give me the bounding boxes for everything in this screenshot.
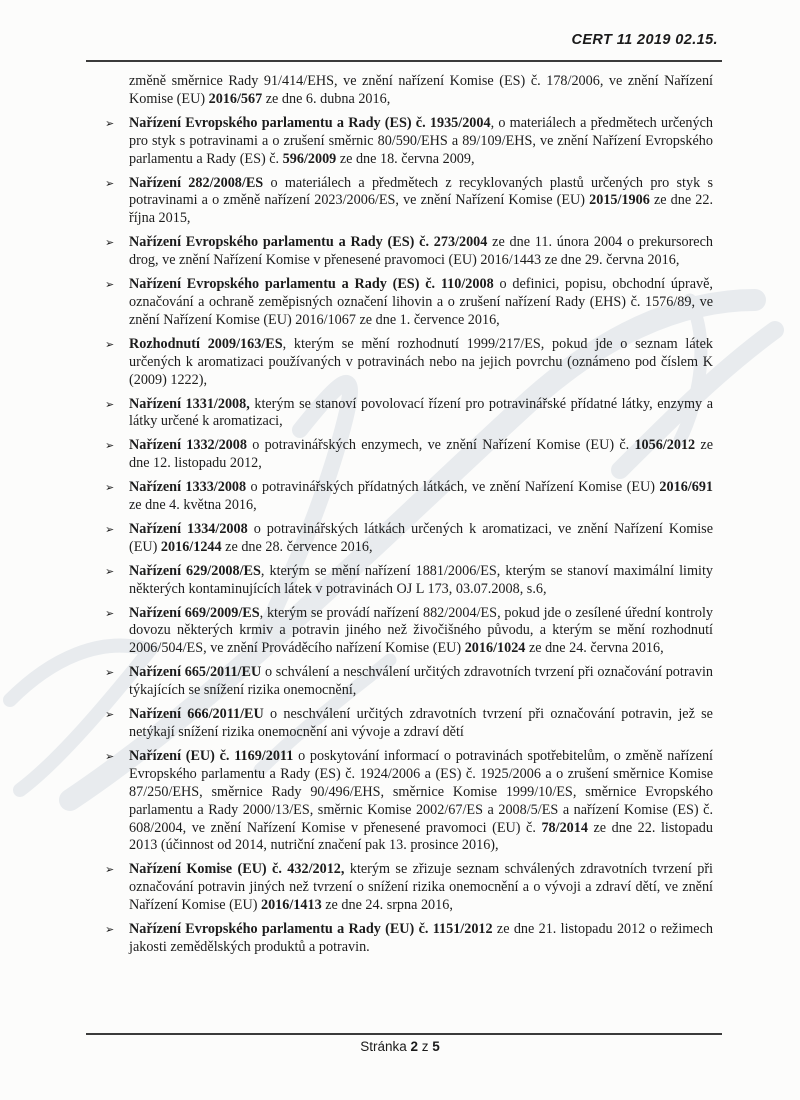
bold-text-run: Nařízení 629/2008/ES [129,562,261,579]
footer-of-word: z [421,1039,429,1054]
arrow-bullet-icon: ➢ [105,117,115,130]
arrow-bullet-icon: ➢ [105,482,115,495]
list-item-text [129,748,713,855]
continuation-paragraph [129,73,713,109]
arrow-bullet-icon: ➢ [105,709,115,722]
arrow-bullet-icon: ➢ [105,864,115,877]
bold-text-run: 2016/1413 [260,897,322,914]
bold-text-run: 2016/1244 [160,538,222,555]
bold-text-run: Nařízení 1331/2008, [129,395,250,412]
text-run: ze dne 22. listopadu 2013 (účinnost od 2014, nutriční značení pak 13. prosince 2016), [129,819,713,854]
footer-divider [86,1033,722,1035]
text-run: o materiálech a předmětech z recyklovaných plastů určených pro styk s potravinami a o změně nařízení 2023/2006/ES, ve znění Nařízení Komise (EU) [129,174,713,209]
list-item [105,479,714,515]
bold-text-run: 2016/1024 [464,640,526,657]
list-item-text [129,664,713,700]
list-item [105,234,713,270]
bold-text-run: 2016/567 [208,90,263,107]
bold-text-run: 2015/1906 [589,192,650,209]
list-item [105,861,713,915]
bold-text-run: Rozhodnutí 2009/163/ES [129,335,283,352]
text-run: o potravinářských látkách určených k aromatizaci, ve znění Nařízení Komise (EU) [129,520,714,555]
bold-text-run: Nařízení Evropského parlamentu a Rady (EU) č. 1151/2012 [129,921,493,938]
arrow-bullet-icon: ➢ [105,607,115,620]
arrow-bullet-icon: ➢ [105,398,115,411]
footer-total-pages: 5 [432,1039,440,1054]
list-item [105,174,713,229]
page-footer [0,1039,800,1054]
list-item-text [129,921,713,957]
text-run: o potravinářských přídatných látkách, ve znění Nařízení Komise (EU) [246,479,660,496]
bold-text-run: Nařízení 669/2009/ES [129,604,260,621]
bold-text-run: Nařízení 1333/2008 [129,479,247,496]
text-run: ze dne 12. listopadu 2012, [129,437,713,472]
bold-text-run: 78/2014 [541,819,588,836]
text-run: o schválení a neschválení určitých zdravotních tvrzení při označování potravin týkajících se snížení rizika onemocnění, [129,664,713,699]
arrow-bullet-icon: ➢ [105,338,115,351]
text-run: , kterým se provádí nařízení 882/2004/ES, pokud jde o zesílené úřední kontroly dovozu některých krmiv a potravin jiného než živočišného původu, a kterým se mění rozhodnutí 2006/504/ES, ve znění Prováděcího nařízení Komise (EU) [129,604,714,657]
text-run: , kterým se mění rozhodnutí 1999/217/ES, pokud jde o seznam látek určených k aromatizaci používaných v potravinách nebo na jejich povrchu (oznámeno pod číslem K (2009) 1222), [129,335,713,388]
arrow-bullet-icon: ➢ [105,177,115,190]
bold-text-run: Nařízení Evropského parlamentu a Rady (ES) č. 110/2008 [129,276,494,293]
bold-text-run: Nařízení (EU) č. 1169/2011 [129,747,294,764]
bold-text-run: 596/2009 [282,150,337,167]
text-run: ze dne 24. června 2016, [525,640,664,657]
list-item-text [129,336,713,390]
arrow-bullet-icon: ➢ [105,667,115,680]
arrow-bullet-icon: ➢ [105,565,115,578]
list-item-text [129,706,713,742]
footer-page-label: Stránka [360,1039,407,1054]
text-run: o poskytování informací o potravinách spotřebitelům, o změně nařízení Evropského parlamentu a Rady (ES) č. 1924/2006 a (ES) č. 1925/2006 a o zrušení směrnice Komise 87/250/EHS, směrnice Rady 90/496/EHS, směrnice Komise 1999/10/ES, směrnice Evropského parlamentu a Rady 2000/13/ES, směrnic Komise 2002/67/ES a 2008/5/ES a nařízení Komise (ES) č. 608/2004, ve znění Nařízení Komise v přenesené pravomoci (EU) č. [129,747,713,836]
regulation-list [105,114,714,957]
list-item-text [129,605,713,659]
list-item-text [129,521,713,557]
list-item [105,437,713,473]
text-run: o neschválení určitých zdravotních tvrzení při označování potravin, jež se netýkají snížení rizika onemocnění ani vývoje a zdraví dětí [129,706,713,740]
text-run: , kterým se mění nařízení 1881/2006/ES, kterým se stanoví maximální limity některých kontaminujících látek v potravinách OJ L 173, 03.07.2008, s.6, [129,562,713,597]
bold-text-run: Nařízení Komise (EU) č. 432/2012, [129,861,345,878]
text-run: změně směrnice Rady 91/414/EHS, ve znění nařízení Komise (ES) č. 178/2006, ve znění Nařízení Komise (EU) [129,73,713,107]
list-item-text [129,115,713,169]
text-run: ze dne 18. června 2009, [336,150,475,167]
list-item [105,335,713,390]
bold-text-run: Nařízení Evropského parlamentu a Rady (ES) č. 273/2004 [129,234,488,251]
bold-text-run: 2016/691 [659,479,714,496]
text-run: ze dne 11. února 2004 o prekursorech drog, ve znění Nařízení Komise v přenesené pravomoci (EU) 2016/1443 ze dne 29. června 2016, [129,234,713,269]
arrow-bullet-icon: ➢ [105,237,115,250]
list-item-text [129,234,713,270]
list-item-text [129,479,713,515]
list-item [105,520,714,557]
document-code: CERT 11 2019 02.15. [571,32,718,48]
list-item [105,921,713,957]
text-run: ze dne 24. srpna 2016, [321,897,453,914]
text-run: ze dne 21. listopadu 2012 o režimech jakosti zemědělských produktů a potravin. [129,921,713,955]
bold-text-run: Nařízení 1334/2008 [129,520,248,537]
text-run: kterým se stanoví povolovací řízení pro potravinářské přídatné látky, enzymy a látky určené k aromatizaci, [129,395,713,430]
list-item-text [129,396,713,432]
bold-text-run: Nařízení 1332/2008 [129,437,247,454]
bold-text-run: Nařízení 282/2008/ES [129,174,264,191]
text-run: o definici, popisu, obchodní úpravě, označování a ochraně zeměpisných označení lihovin a o zrušení nařízení Rady (EHS) č. 1576/89, ve znění Nařízení Komise (EU) 2016/1067 ze dne 1. července 2016, [129,276,713,328]
list-item [105,562,713,599]
bold-text-run: 1056/2012 [634,437,696,454]
text-run: kterým se zřizuje seznam schválených zdravotních tvrzení při označování potravin jiných než tvrzení o snížení rizika onemocnění a o vývoji a zdraví dětí, ve znění Nařízení Komise (EU) [129,861,713,914]
arrow-bullet-icon: ➢ [105,523,115,536]
text-run: ze dne 28. července 2016, [221,538,373,555]
footer-page-number: 2 [410,1039,418,1054]
list-item [105,747,713,855]
list-item-text [129,175,713,229]
list-item [105,114,713,169]
list-item-text [129,276,713,330]
arrow-bullet-icon: ➢ [105,924,115,937]
bold-text-run: Nařízení 666/2011/EU [129,706,264,723]
header-divider [86,60,722,62]
arrow-bullet-icon: ➢ [105,279,115,292]
list-item [105,706,713,742]
text-run: ze dne 6. dubna 2016, [262,90,391,107]
bold-text-run: Nařízení Evropského parlamentu a Rady (ES) č. 1935/2004 [129,114,491,131]
arrow-bullet-icon: ➢ [105,750,115,763]
list-item [105,276,713,330]
list-item [105,395,713,432]
list-item-text [129,861,713,915]
text-run: ze dne 22. října 2015, [129,192,713,227]
list-item-text [129,563,713,599]
arrow-bullet-icon: ➢ [105,440,115,453]
list-item-text [129,437,713,473]
text-run: , o materiálech a předmětech určených pro styk s potravinami a o zrušení směrnic 80/590/EHS a 89/109/EHS, ve znění Nařízení Evropského parlamentu a Rady (ES) č. [129,114,713,167]
text-run: ze dne 4. května 2016, [129,497,257,514]
list-item [105,664,713,700]
list-item [105,604,714,659]
text-run: o potravinářských enzymech, ve znění Nařízení Komise (EU) č. [246,437,635,454]
document-body [105,73,714,963]
bold-text-run: Nařízení 665/2011/EU [129,664,262,681]
